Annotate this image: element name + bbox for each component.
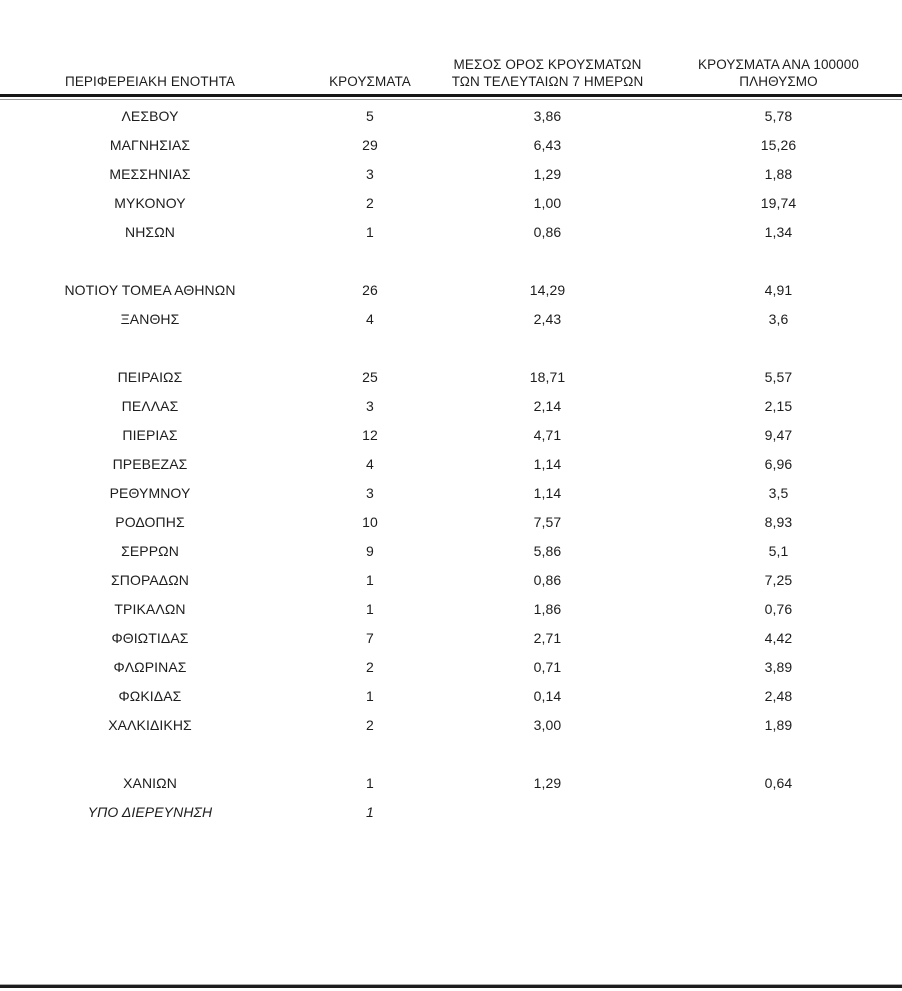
region-cell: ΛΕΣΒΟΥ [121, 107, 179, 124]
avg7-cell [440, 333, 655, 362]
table-row [0, 652, 902, 681]
table-row [0, 391, 902, 420]
table-body [0, 101, 902, 826]
cases-cell: 1 [366, 571, 374, 588]
per100k-cell [655, 797, 902, 826]
region-cell: ΧΑΝΙΩΝ [123, 774, 177, 791]
region-cell: ΠΙΕΡΙΑΣ [122, 426, 178, 443]
cases-cell: 1 [366, 687, 374, 704]
avg7-cell: 2,43 [533, 310, 562, 327]
per100k-cell: 19,74 [760, 194, 797, 211]
avg7-cell: 3,00 [533, 716, 562, 733]
per100k-cell: 1,89 [764, 716, 793, 733]
col-header-per100k-label: ΚΡΟΥΣΜΑΤΑ ΑΝΑ 100000 ΠΛΗΘΥΣΜΟ [698, 57, 859, 89]
per100k-cell: 15,26 [760, 136, 797, 153]
per100k-cell: 5,57 [764, 368, 793, 385]
region-cell: ΞΑΝΘΗΣ [120, 310, 180, 327]
cases-cell: 26 [362, 281, 378, 298]
region-cell: ΧΑΛΚΙΔΙΚΗΣ [108, 716, 192, 733]
table-row [0, 623, 902, 652]
col-header-cases: ΚΡΟΥΣΜΑΤΑ [329, 74, 411, 89]
region-cell: ΣΠΟΡΑΔΩΝ [110, 571, 190, 588]
avg7-cell: 1,00 [533, 194, 562, 211]
avg7-cell: 3,86 [533, 107, 562, 124]
cases-cell: 4 [366, 310, 374, 327]
header-rule-thin [0, 99, 902, 100]
per100k-cell: 5,1 [768, 542, 789, 559]
cases-cell: 3 [366, 165, 374, 182]
per100k-cell: 1,88 [764, 165, 793, 182]
region-cell: ΜΕΣΣΗΝΙΑΣ [109, 165, 191, 182]
spacer-row [0, 739, 902, 768]
per100k-cell: 7,25 [764, 571, 793, 588]
cases-cell: 4 [366, 455, 374, 472]
cases-cell: 1 [366, 803, 374, 820]
avg7-cell [440, 739, 655, 768]
avg7-cell: 1,14 [533, 455, 562, 472]
region-cell: ΠΕΛΛΑΣ [121, 397, 179, 414]
table-row [0, 275, 902, 304]
cases-cell: 2 [366, 658, 374, 675]
per100k-cell: 8,93 [764, 513, 793, 530]
per100k-cell: 6,96 [764, 455, 793, 472]
region-cell: ΜΑΓΝΗΣΙΑΣ [109, 136, 191, 153]
region-cell: ΝΟΤΙΟΥ ΤΟΜΕΑ ΑΘΗΝΩΝ [64, 281, 236, 298]
region-cell: ΡΕΘΥΜΝΟΥ [109, 484, 191, 501]
region-cell: ΦΩΚΙΔΑΣ [118, 687, 182, 704]
region-cell [0, 246, 300, 275]
header-rule-thick [0, 94, 902, 97]
avg7-cell: 1,29 [533, 774, 562, 791]
spacer-row [0, 333, 902, 362]
cases-cell [300, 333, 440, 362]
cases-cell [300, 246, 440, 275]
cases-cell: 7 [366, 629, 374, 646]
avg7-cell: 6,43 [533, 136, 562, 153]
avg7-cell: 0,14 [533, 687, 562, 704]
region-cell: ΦΛΩΡΙΝΑΣ [113, 658, 187, 675]
cases-cell: 29 [362, 136, 378, 153]
table-row [0, 420, 902, 449]
cases-cell: 3 [366, 484, 374, 501]
region-cell: ΥΠΟ ΔΙΕΡΕΥΝΗΣΗ [87, 803, 213, 820]
avg7-cell: 5,86 [533, 542, 562, 559]
table-row [0, 478, 902, 507]
table-row [0, 536, 902, 565]
table-row [0, 159, 902, 188]
region-cell [0, 739, 300, 768]
table-row [0, 188, 902, 217]
region-cell [0, 333, 300, 362]
avg7-cell: 0,86 [533, 223, 562, 240]
region-cell: ΡΟΔΟΠΗΣ [115, 513, 185, 530]
cases-cell: 5 [366, 107, 374, 124]
cases-cell: 25 [362, 368, 378, 385]
col-header-avg7 [440, 0, 655, 101]
per100k-cell: 3,89 [764, 658, 793, 675]
cases-cell: 9 [366, 542, 374, 559]
per100k-cell: 1,34 [764, 223, 793, 240]
avg7-cell: 0,71 [533, 658, 562, 675]
cases-cell: 3 [366, 397, 374, 414]
table-row [0, 130, 902, 159]
footer-rule-thick [0, 985, 902, 988]
per100k-cell: 3,5 [768, 484, 789, 501]
table-row [0, 681, 902, 710]
per100k-cell: 2,15 [764, 397, 793, 414]
table-row [0, 507, 902, 536]
per100k-cell: 4,42 [764, 629, 793, 646]
avg7-cell [440, 797, 655, 826]
region-cell: ΠΡΕΒΕΖΑΣ [112, 455, 188, 472]
col-header-region: ΠΕΡΙΦΕΡΕΙΑΚΗ ΕΝΟΤΗΤΑ [64, 74, 236, 89]
avg7-cell: 4,71 [533, 426, 562, 443]
table-row [0, 797, 902, 826]
avg7-cell: 7,57 [533, 513, 562, 530]
col-header-per100k [655, 0, 902, 101]
header-row [0, 0, 902, 101]
col-header-avg7-label: ΜΕΣΟΣ ΟΡΟΣ ΚΡΟΥΣΜΑΤΩΝ ΤΩΝ ΤΕΛΕΥΤΑΙΩΝ 7 ΗΜΕΡΩΝ [451, 57, 644, 89]
table-row [0, 710, 902, 739]
cases-cell: 1 [366, 774, 374, 791]
per100k-cell [655, 246, 902, 275]
avg7-cell: 18,71 [529, 368, 566, 385]
per100k-cell: 0,64 [764, 774, 793, 791]
region-cell: ΤΡΙΚΑΛΩΝ [114, 600, 186, 617]
cases-cell: 10 [362, 513, 378, 530]
avg7-cell: 0,86 [533, 571, 562, 588]
per100k-cell [655, 739, 902, 768]
avg7-cell: 2,14 [533, 397, 562, 414]
table-row [0, 594, 902, 623]
table-row [0, 362, 902, 391]
per100k-cell [655, 333, 902, 362]
table-row [0, 217, 902, 246]
cases-cell: 2 [366, 194, 374, 211]
table-row [0, 449, 902, 478]
table-row [0, 304, 902, 333]
per100k-cell: 2,48 [764, 687, 793, 704]
per100k-cell: 3,6 [768, 310, 789, 327]
region-cell: ΠΕΙΡΑΙΩΣ [117, 368, 183, 385]
cases-cell: 2 [366, 716, 374, 733]
region-cell: ΝΗΣΩΝ [125, 223, 175, 240]
avg7-cell: 1,14 [533, 484, 562, 501]
per100k-cell: 0,76 [764, 600, 793, 617]
per100k-cell: 9,47 [764, 426, 793, 443]
table-row [0, 565, 902, 594]
cases-cell: 12 [362, 426, 378, 443]
cases-cell: 1 [366, 600, 374, 617]
avg7-cell: 1,86 [533, 600, 562, 617]
table-row [0, 101, 902, 130]
region-cell: ΦΘΙΩΤΙΔΑΣ [111, 629, 189, 646]
avg7-cell: 14,29 [529, 281, 566, 298]
cases-cell [300, 739, 440, 768]
spacer-row [0, 246, 902, 275]
region-cell: ΜΥΚΟΝΟΥ [114, 194, 186, 211]
per100k-cell: 5,78 [764, 107, 793, 124]
avg7-cell: 1,29 [533, 165, 562, 182]
per100k-cell: 4,91 [764, 281, 793, 298]
region-cell: ΣΕΡΡΩΝ [121, 542, 179, 559]
cases-cell: 1 [366, 223, 374, 240]
avg7-cell: 2,71 [533, 629, 562, 646]
table-header [0, 0, 902, 101]
table-row [0, 768, 902, 797]
avg7-cell [440, 246, 655, 275]
